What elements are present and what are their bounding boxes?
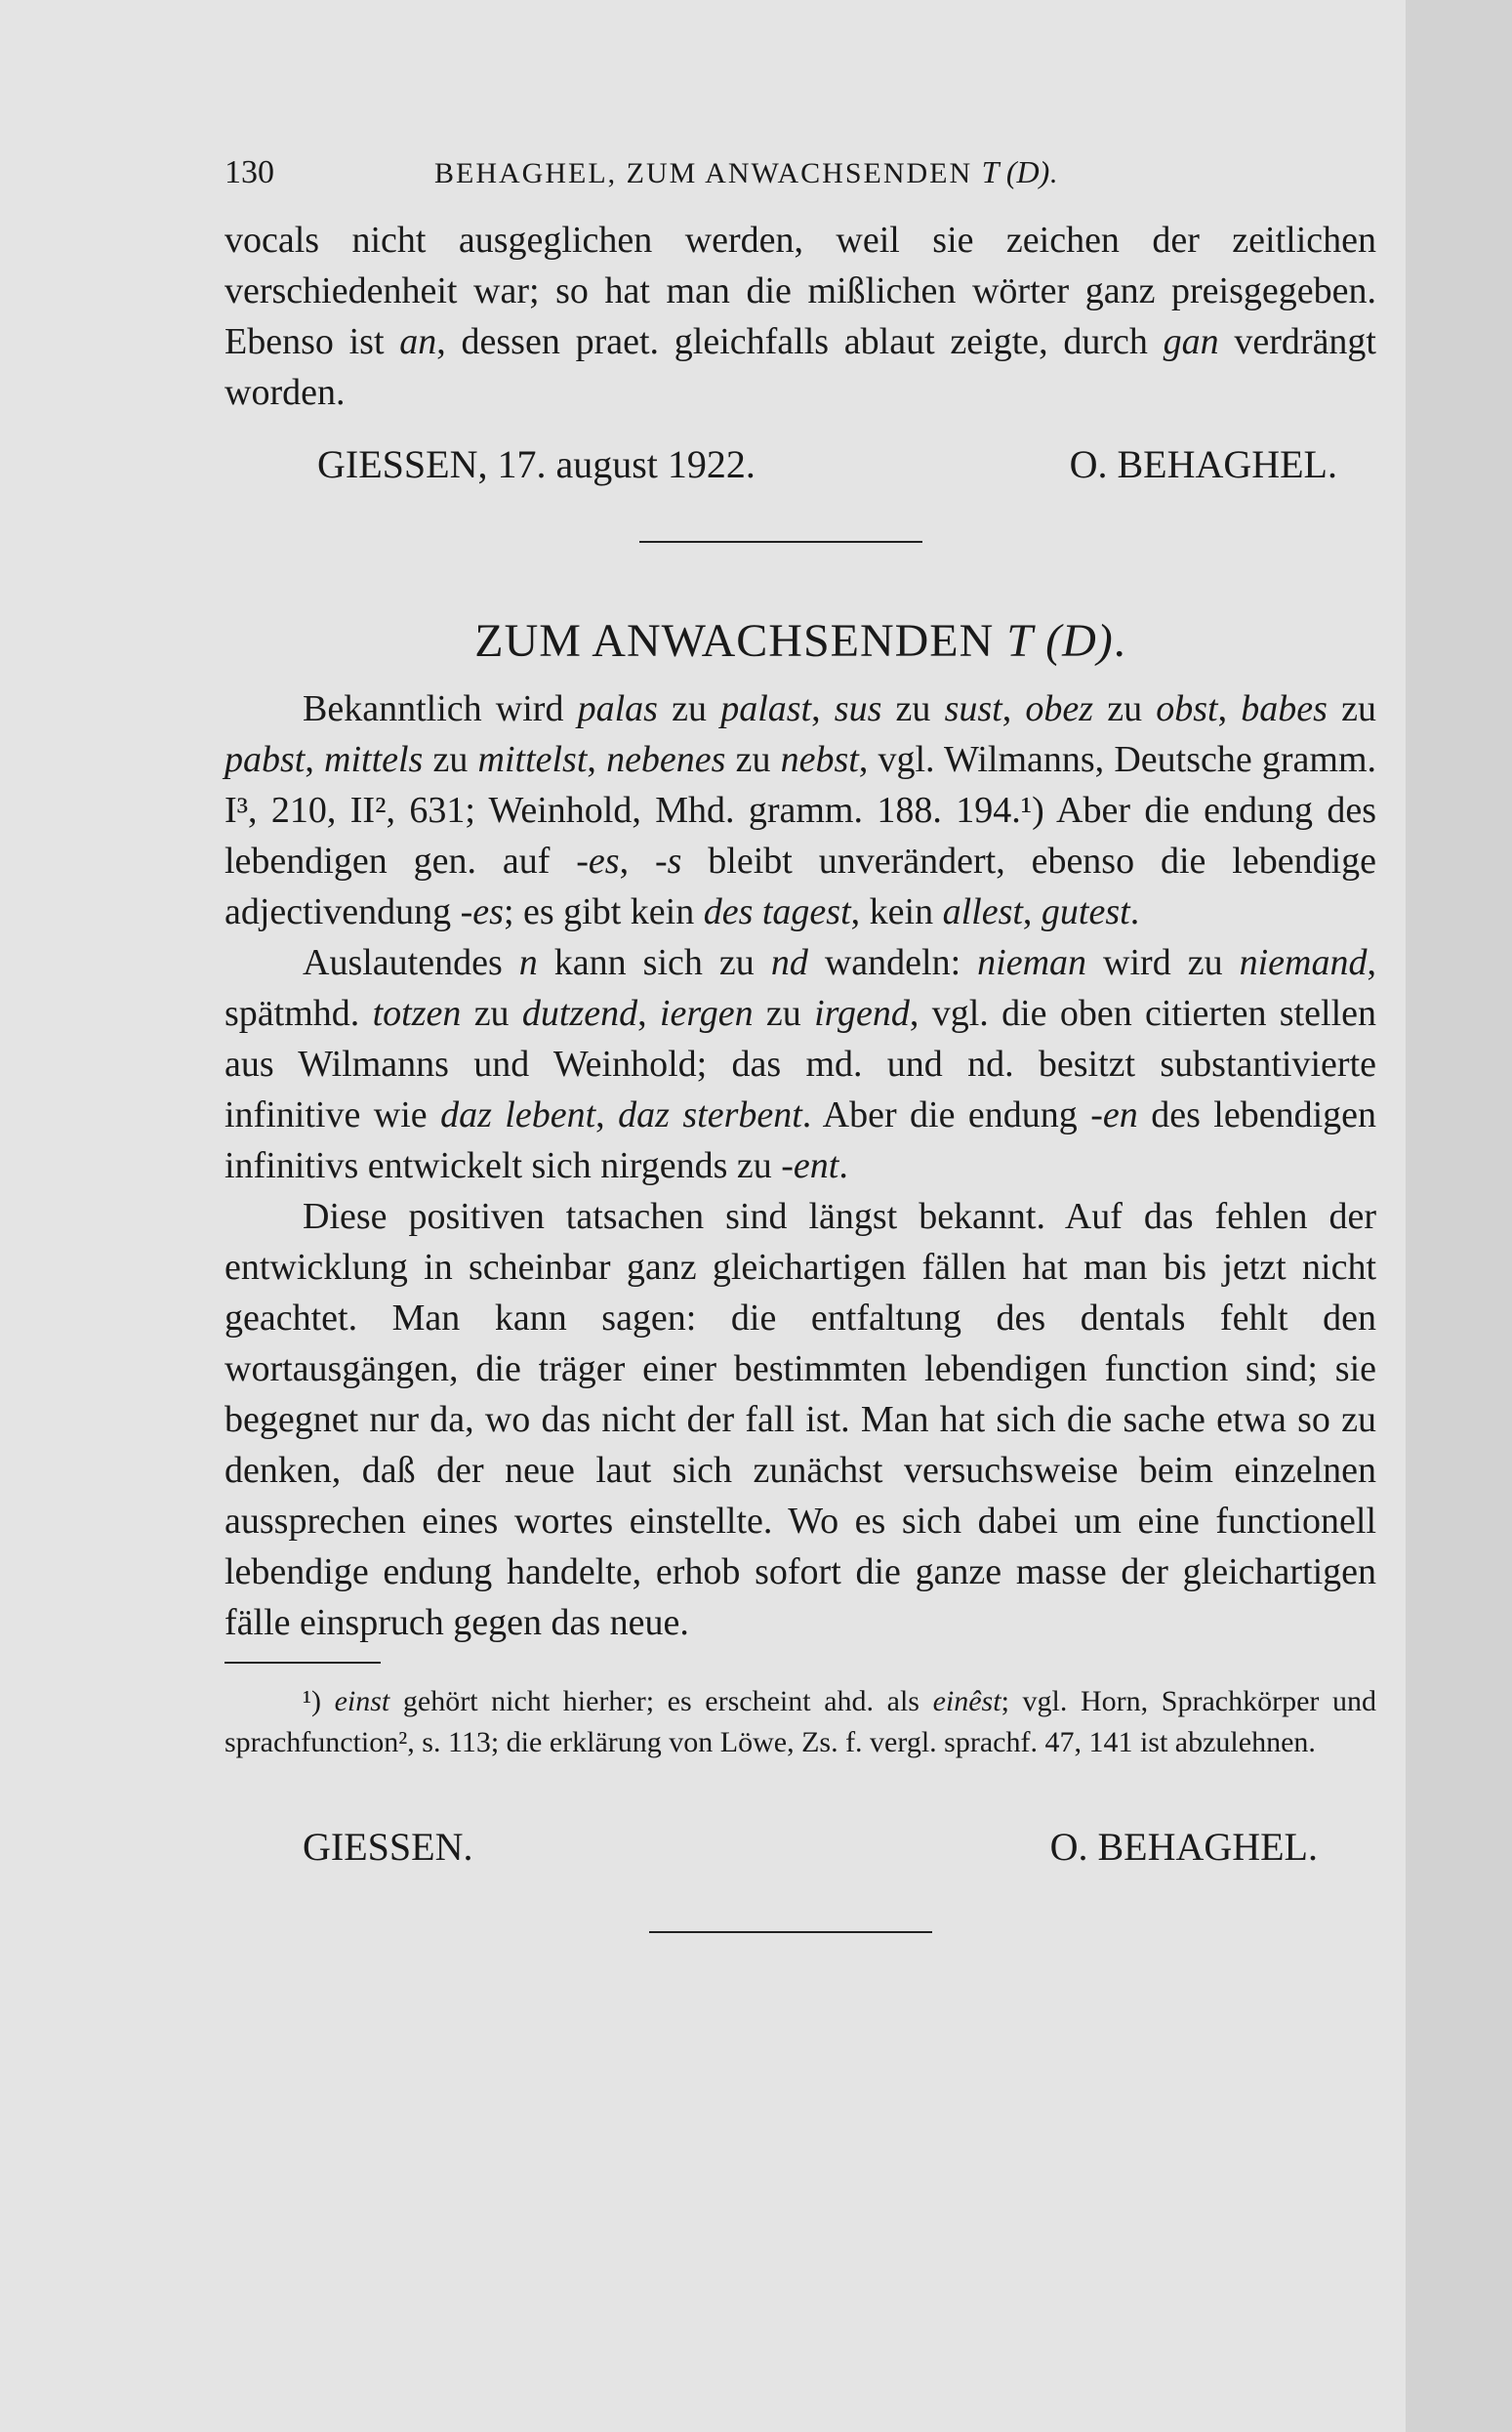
paragraph-2-segment: zu <box>461 993 522 1034</box>
article-title-main: ZUM ANWACHSENDEN <box>474 615 995 667</box>
author-signature: O. BEHAGHEL. <box>1069 442 1337 486</box>
page-text <box>225 146 1376 1933</box>
intro-paragraph <box>225 215 1376 418</box>
intro-paragraph-segment: verdrängt worden. <box>225 321 1376 413</box>
paragraph-1-segment: pabst <box>225 739 306 780</box>
paragraph-2-segment: nieman <box>977 942 1087 983</box>
paragraph-1-segment: zu <box>657 688 721 729</box>
paragraph-1-segment: , <box>1022 891 1042 932</box>
paragraph-2-segment: niemand <box>1239 942 1368 983</box>
paragraph-1-segment: , <box>305 739 325 780</box>
paragraph-2-segment: , vgl. die oben citierten stellen aus Wilmanns und Weinhold; das md. und nd. besitzt substantivierte infinitive wie <box>225 993 1377 1135</box>
paragraph-2-segment: Auslautendes <box>303 942 519 983</box>
paragraph-1-segment: , <box>1217 688 1242 729</box>
paragraph-1-segment: zu <box>1327 688 1376 729</box>
paragraph-2-segment: daz sterbent <box>618 1094 802 1135</box>
paragraph-1-segment: babes <box>1241 688 1328 729</box>
paragraph-1-segment: -es <box>576 841 620 882</box>
paragraph-1-segment: , <box>1001 688 1026 729</box>
paragraph-1-segment: obst <box>1156 688 1218 729</box>
paragraph-2-segment: -en <box>1090 1094 1138 1135</box>
paragraph-1-segment: zu <box>725 739 781 780</box>
footnote-segment: gehört nicht hierher; es erscheint ahd. als <box>389 1685 933 1717</box>
paragraph-3 <box>225 1191 1376 1648</box>
paragraph-2-segment: des lebendigen infinitivs entwickelt sich nirgends zu <box>225 1094 1377 1186</box>
paragraph-1-segment: , <box>619 841 655 882</box>
paragraph-2-segment: nd <box>770 942 808 983</box>
footnote <box>225 1681 1376 1763</box>
intro-paragraph-segment: an <box>399 321 437 362</box>
signature-block-1 <box>225 439 1376 490</box>
paragraph-1-segment: gutest <box>1041 891 1130 932</box>
place: GIESSEN. <box>303 1825 473 1869</box>
paragraph-2-segment: wandeln: <box>807 942 978 983</box>
paragraph-1-segment: mittelst <box>477 739 588 780</box>
paragraph-1-segment: nebst <box>780 739 859 780</box>
running-title-end: . <box>1049 157 1059 189</box>
paragraph-2-segment: , <box>637 993 660 1034</box>
paragraph-2-segment: totzen <box>372 993 462 1034</box>
paragraph-1 <box>225 683 1376 937</box>
paragraph-1-segment: zu <box>423 739 478 780</box>
section-divider <box>639 541 922 543</box>
page-edge <box>1406 0 1512 2432</box>
article-title-end: . <box>1113 615 1126 667</box>
paragraph-3-segment: Diese positiven tatsachen sind längst bekannt. Auf das fehlen der entwicklung in scheinbar ganz gleichartigen fällen hat man bis jetzt nicht geachtet. Man kann sagen: die entfaltung des dentals fehlt den wortausgängen, die träger einer bestimmten lebendigen function sind; sie begegnet nur da, wo das nicht der fall ist. Man hat sich die sache etwa so zu denken, daß der neue laut sich zunächst versuchsweise beim einzelnen aussprechen eines wortes einstellte. Wo es sich dabei um eine functionell lebendige endung handelte, erhob sofort die ganze masse der gleichartigen fälle einspruch gegen das neue. <box>225 1196 1376 1643</box>
footnote-segment: einst <box>334 1685 390 1717</box>
paragraph-2-segment: dutzend <box>521 993 638 1034</box>
running-title <box>434 146 1059 199</box>
paragraph-1-segment: -s <box>654 841 682 882</box>
paragraph-2-segment: . Aber die endung <box>801 1094 1091 1135</box>
footnote-segment: ; vgl. Horn, Sprachkörper und sprachfunction², s. 113; die erklärung von Löwe, Zs. f. vergl. sprachf. 47, 141 ist abzulehnen. <box>225 1685 1376 1758</box>
paragraph-1-segment: , vgl. Wilmanns, Deutsche gramm. I³, 210, II², 631; Weinhold, Mhd. gramm. 188. 194.¹) Aber die endung des lebendigen gen. auf <box>225 739 1377 882</box>
author-signature-2: O. BEHAGHEL. <box>1049 1825 1318 1869</box>
paragraph-2-segment: iergen <box>659 993 754 1034</box>
paragraph-2-segment: wird zu <box>1086 942 1240 983</box>
intro-paragraph-segment: gan <box>1163 321 1219 362</box>
paragraph-1-segment: zu <box>1093 688 1157 729</box>
paragraph-1-segment: mittels <box>324 739 424 780</box>
article-title <box>225 611 1376 672</box>
end-divider <box>649 1931 932 1933</box>
paragraph-1-segment: , kein <box>850 891 943 932</box>
paragraph-1-segment: -es <box>460 891 504 932</box>
running-title-text: BEHAGHEL, ZUM ANWACHSENDEN <box>434 157 973 189</box>
paragraph-2-segment: daz lebent <box>440 1094 596 1135</box>
paragraph-2-segment: . <box>838 1145 848 1186</box>
paragraph-1-segment: palast <box>720 688 812 729</box>
paragraph-1-segment: bleibt unverändert, ebenso die lebendige adjectivendung <box>225 841 1377 932</box>
paragraph-1-segment: zu <box>881 688 945 729</box>
paragraph-2-segment: zu <box>753 993 815 1034</box>
paragraph-1-segment: ; es gibt kein <box>503 891 704 932</box>
paragraph-1-segment: , <box>811 688 835 729</box>
article-title-italic: T (D) <box>1006 615 1114 667</box>
paragraph-2-segment: -ent <box>781 1145 839 1186</box>
place-date: GIESSEN, 17. august 1922. <box>317 442 756 486</box>
paragraph-1-segment: obez <box>1025 688 1094 729</box>
paragraph-1-segment: sust <box>944 688 1002 729</box>
paragraph-2 <box>225 937 1376 1191</box>
paragraph-1-segment: , <box>587 739 607 780</box>
paragraph-1-segment: allest <box>942 891 1023 932</box>
paragraph-1-segment: palas <box>577 688 658 729</box>
running-header <box>225 146 1376 215</box>
paragraph-2-segment: irgend <box>814 993 910 1034</box>
intro-paragraph-segment: , dessen praet. gleichfalls ablaut zeigte, durch <box>436 321 1164 362</box>
footnote-segment: einêst <box>932 1685 1001 1717</box>
paragraph-1-segment: . <box>1129 891 1140 932</box>
paragraph-2-segment: n <box>518 942 538 983</box>
paragraph-1-segment: des tagest <box>703 891 851 932</box>
footnote-segment: ¹) <box>303 1685 335 1717</box>
paragraph-1-segment: sus <box>834 688 882 729</box>
signature-block-2 <box>225 1822 1376 1873</box>
footnote-rule <box>225 1662 381 1664</box>
paragraph-2-segment: , <box>595 1094 619 1135</box>
intro-paragraph-segment: vocals nicht ausgeglichen werden, weil sie zeichen der zeitlichen verschiedenheit war; so hat man die mißlichen wörter ganz preisgegeben. Ebenso ist <box>225 220 1376 362</box>
paragraph-2-segment: kann sich zu <box>537 942 771 983</box>
paragraph-1-segment: nebenes <box>606 739 726 780</box>
running-title-italic: T (D) <box>981 154 1050 189</box>
page-number: 130 <box>225 154 274 190</box>
paragraph-1-segment: Bekanntlich wird <box>303 688 578 729</box>
paragraph-2-segment: , spätmhd. <box>225 942 1376 1034</box>
